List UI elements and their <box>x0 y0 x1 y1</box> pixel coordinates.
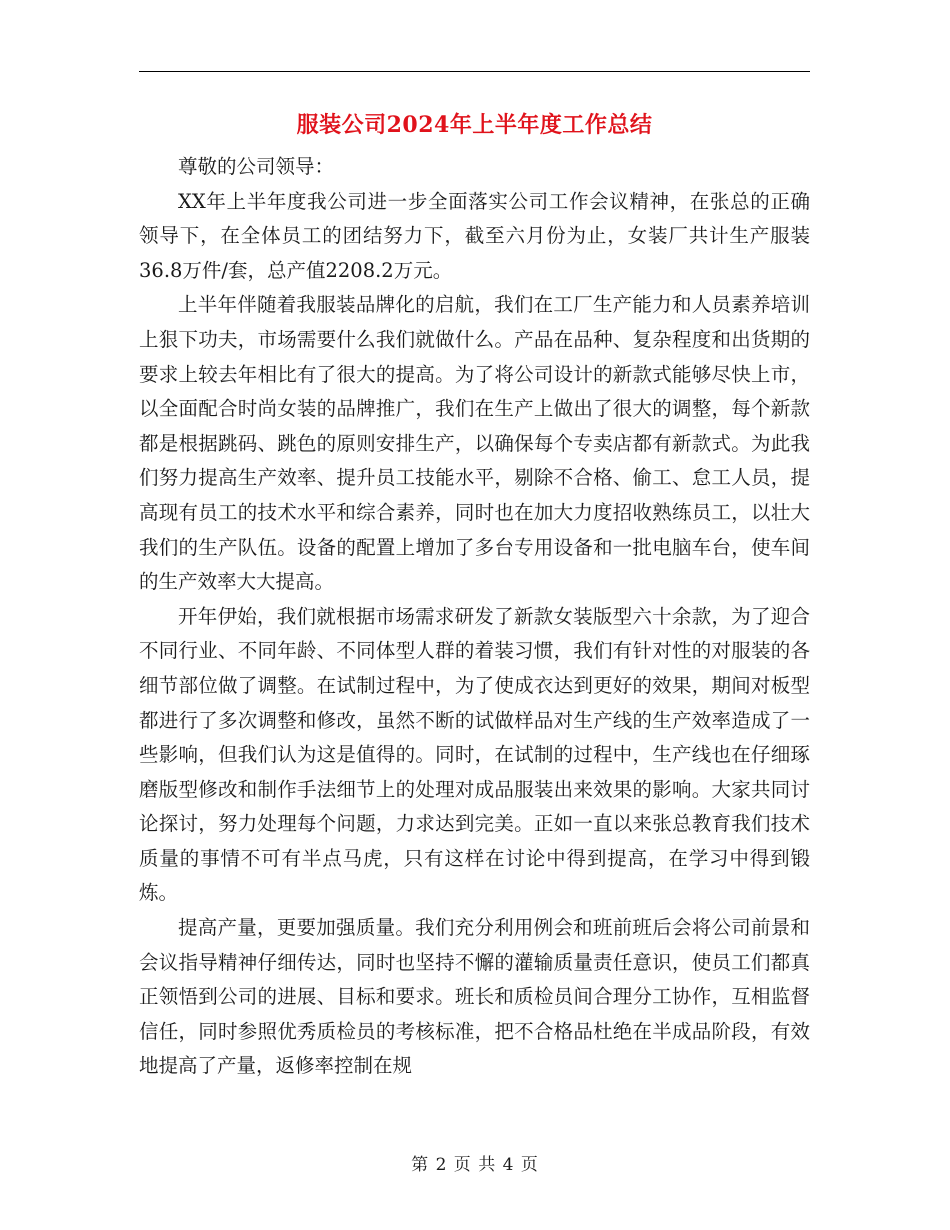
document-body <box>139 150 810 1084</box>
paragraph: XX年上半年度我公司进一步全面落实公司工作会议精神，在张总的正确领导下，在全体员工的团结努力下，截至六月份为止，女装厂共计生产服装36.8万件/套，总产值2208.2万元。 <box>139 189 810 282</box>
document-title: 服装公司2024年上半年度工作总结 <box>296 112 653 138</box>
salutation: 尊敬的公司领导： <box>178 155 335 178</box>
header-rule <box>139 71 810 72</box>
paragraph: 上半年伴随着我服装品牌化的启航，我们在工厂生产能力和人员素养培训上狠下功夫，市场需要什么我们就做什么。产品在品种、复杂程度和出货期的要求上较去年相比有了很大的提高。为了将公司设计的新款式能够尽快上市，以全面配合时尚女装的品牌推广，我们在生产上做出了很大的调整，每个新款都是根据跳码、跳色的原则安排生产，以确保每个专卖店都有新款式。为此我们努力提高生产效率、提升员工技能水平，剔除不合格、偷工、怠工人员，提高现有员工的技术水平和综合素养，同时也在加大力度招收熟练员工，以壮大我们的生产队伍。设备的配置上增加了多台专用设备和一批电脑车台，使车间的生产效率大大提高。 <box>139 293 810 594</box>
paragraph: 开年伊始，我们就根据市场需求研发了新款女装版型六十余款，为了迎合不同行业、不同年龄、不同体型人群的着装习惯，我们有针对性的对服装的各细节部位做了调整。在试制过程中，为了使成衣达到更好的效果，期间对板型都进行了多次调整和修改，虽然不断的试做样品对生产线的生产效率造成了一些影响，但我们认为这是值得的。同时，在试制的过程中，生产线也在仔细琢磨版型修改和制作手法细节上的处理对成品服装出来效果的影响。大家共同讨论探讨，努力处理每个问题，力求达到完美。正如一直以来张总教育我们技术质量的事情不可有半点马虎，只有这样在讨论中得到提高，在学习中得到锻炼。 <box>139 604 810 905</box>
page-number: 第 2 页 共 4 页 <box>411 1155 539 1175</box>
paragraph: 提高产量，更要加强质量。我们充分利用例会和班前班后会将公司前景和会议指导精神仔细传达，同时也坚持不懈的灌输质量责任意识，使员工们都真正领悟到公司的进展、目标和要求。班长和质检员间合理分工协作，互相监督信任，同时参照优秀质检员的考核标准，把不合格品杜绝在半成品阶段，有效地提高了产量，返修率控制在规 <box>139 916 810 1078</box>
